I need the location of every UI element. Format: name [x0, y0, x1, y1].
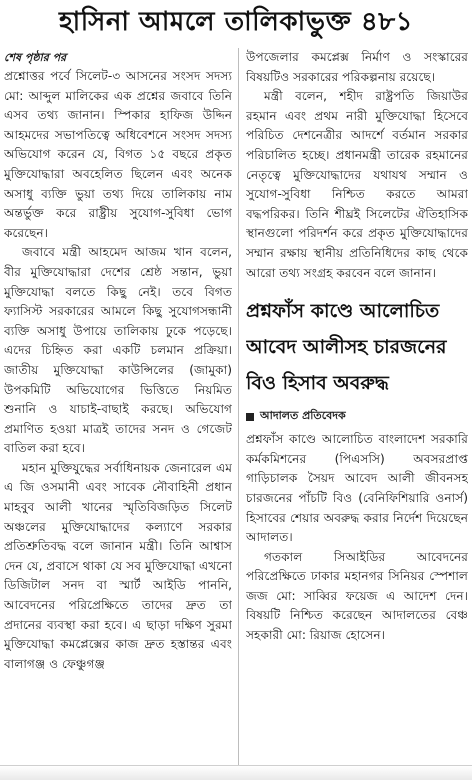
body-paragraph: মহান মুক্তিযুদ্ধের সর্বাধিনায়ক জেনারেল এম এ জি ওসমানী এবং সাবেক নৌবাহিনী প্রধান মাহবুব আলী খানের স্মৃতিবিজড়িত সিলেট অঞ্চলের মুক্তিযোদ্ধাদের কল্যাণে সরকার প্রতিশ্রুতিবদ্ধ বলে জানান মন্ত্রী। তিনি আশ্বাস দেন যে, প্রবাসে থাকা যে সব মুক্তিযোদ্ধা এখনো ডিজিটাল সনদ বা স্মার্ট আইডি পাননি, আবেদনের পরিপ্রেক্ষিতে তাদের দ্রুত তা প্রদানের ব্যবস্থা করা হবে। এ ছাড়া দক্ষিণ সুরমা মুক্তিযোদ্ধা কমপ্লেক্সের কাজ দ্রুত হস্তান্তর এবং বালাগঞ্জ ও ফেঞ্চুগঞ্জ — [4, 460, 232, 671]
left-column — [4, 48, 232, 766]
body-paragraph: গতকাল সিআইডির আবেদনের পরিপ্রেক্ষিতে ঢাকার মহানগর সিনিয়র স্পেশাল জজ মো: সাব্বির ফয়েজ এ আদেশ দেন। বিষয়টি নিশ্চিত করেছেন আদালতের বেঞ্চ সহকারী মো: রিয়াজ হোসেন। — [246, 549, 468, 643]
headline-line: প্রশ্নফাঁস কাণ্ডে আলোচিত — [246, 300, 440, 323]
body-paragraph: প্রশ্নোত্তর পর্বে সিলেট-৩ আসনের সংসদ সদস্য মো: আব্দুল মালিকের এক প্রশ্নের জবাবে তিনি এসব তথ্য জানান। স্পিকার হাফিজ উদ্দিন আহমদের সভাপতিত্বে অধিবেশনে সংসদ সদস্য অভিযোগ করেন যে, বিগত ১৫ বছরে প্রকৃত মুক্তিযোদ্ধারা অবহেলিত ছিলেন এবং অনেক অসাধু ব্যক্তি ভুয়া তথ্য দিয়ে তালিকায় নাম অন্তর্ভুক্ত করে রাষ্ট্রীয় সুযোগ-সুবিধা ভোগ করেছেন। — [4, 69, 232, 240]
body-paragraph: মন্ত্রী বলেন, শহীদ রাষ্ট্রপতি জিয়াউর রহমান এবং প্রথম নারী মুক্তিযোদ্ধা হিসেবে পরিচিত দেশনেত্রীর আদর্শে বর্তমান সরকার পরিচালিত হচ্ছে। প্রধানমন্ত্রী তারেক রহমানের নেতৃত্বে মুক্তিযোদ্ধাদের যথাযথ সম্মান ও সুযোগ-সুবিধা নিশ্চিত করতে আমরা বদ্ধপরিকর। তিনি শীঘ্রই সিলেটের ঐতিহাসিক স্থানগুলো পরিদর্শন করে প্রকৃত মুক্তিযোদ্ধাদের সম্মান রক্ষায় স্থানীয় প্রতিনিধিদের কাছ থেকে আরো তথ্য সংগ্রহ করবেন বলে জানান। — [246, 89, 468, 280]
column-divider — [238, 48, 239, 766]
byline — [246, 407, 468, 426]
body-paragraph: প্রশ্নফাঁস কাণ্ডে আলোচিত বাংলাদেশ সরকারি কর্মকমিশনের (পিএসসি) অবসরপ্রাপ্ত গাড়িচালক সৈয়দ আবেদ আলী জীবনসহ চারজনের পাঁচটি বিও (বেনিফিশিয়ারি ওনার্স) হিসাবের শেয়ার অবরুদ্ধ করার নির্দেশ দিয়েছেন আদালত। — [246, 432, 468, 545]
article-headline: হাসিনা আমলে তালিকাভুক্ত ৪৮১ — [59, 7, 413, 37]
headline-line: আবেদ আলীসহ চারজনের — [246, 336, 447, 359]
right-column — [246, 48, 468, 766]
headline-line: বিও হিসাব অবরুদ্ধ — [246, 372, 389, 395]
continued-label: শেষ পৃষ্ঠার পর — [4, 51, 67, 64]
square-bullet-icon — [246, 413, 254, 421]
body-paragraph: উপজেলার কমপ্লেক্স নির্মাণ ও সংস্কারের বিষয়টিও সরকারের পরিকল্পনায় রয়েছে। — [246, 50, 468, 84]
body-paragraph: জবাবে মন্ত্রী আহমেদ আজম খান বলেন, বীর মুক্তিযোদ্ধারা দেশের শ্রেষ্ঠ সন্তান, ভুয়া মুক্তিযোদ্ধা বলতে কিছু নেই। তবে বিগত ফ্যাসিস্ট সরকারের আমলে কিছু সুযোগসন্ধানী ব্যক্তি অসাধু উপায়ে তালিকায় ঢুকে পড়েছে। এদের চিহ্নিত করা একটি চলমান প্রক্রিয়া। জাতীয় মুক্তিযোদ্ধা কাউন্সিলের (জামুকা) উপকমিটি অভিযোগের ভিত্তিতে নিয়মিত শুনানি ও যাচাই-বাছাই করছে। অভিযোগ প্রমাণিত হওয়া মাত্রই তাদের সনদ ও গেজেট বাতিল করা হবে। — [4, 245, 232, 456]
byline-text: আদালত প্রতিবেদক — [260, 409, 346, 423]
second-article-headline — [246, 293, 468, 401]
bottom-edge-strip — [0, 765, 472, 780]
